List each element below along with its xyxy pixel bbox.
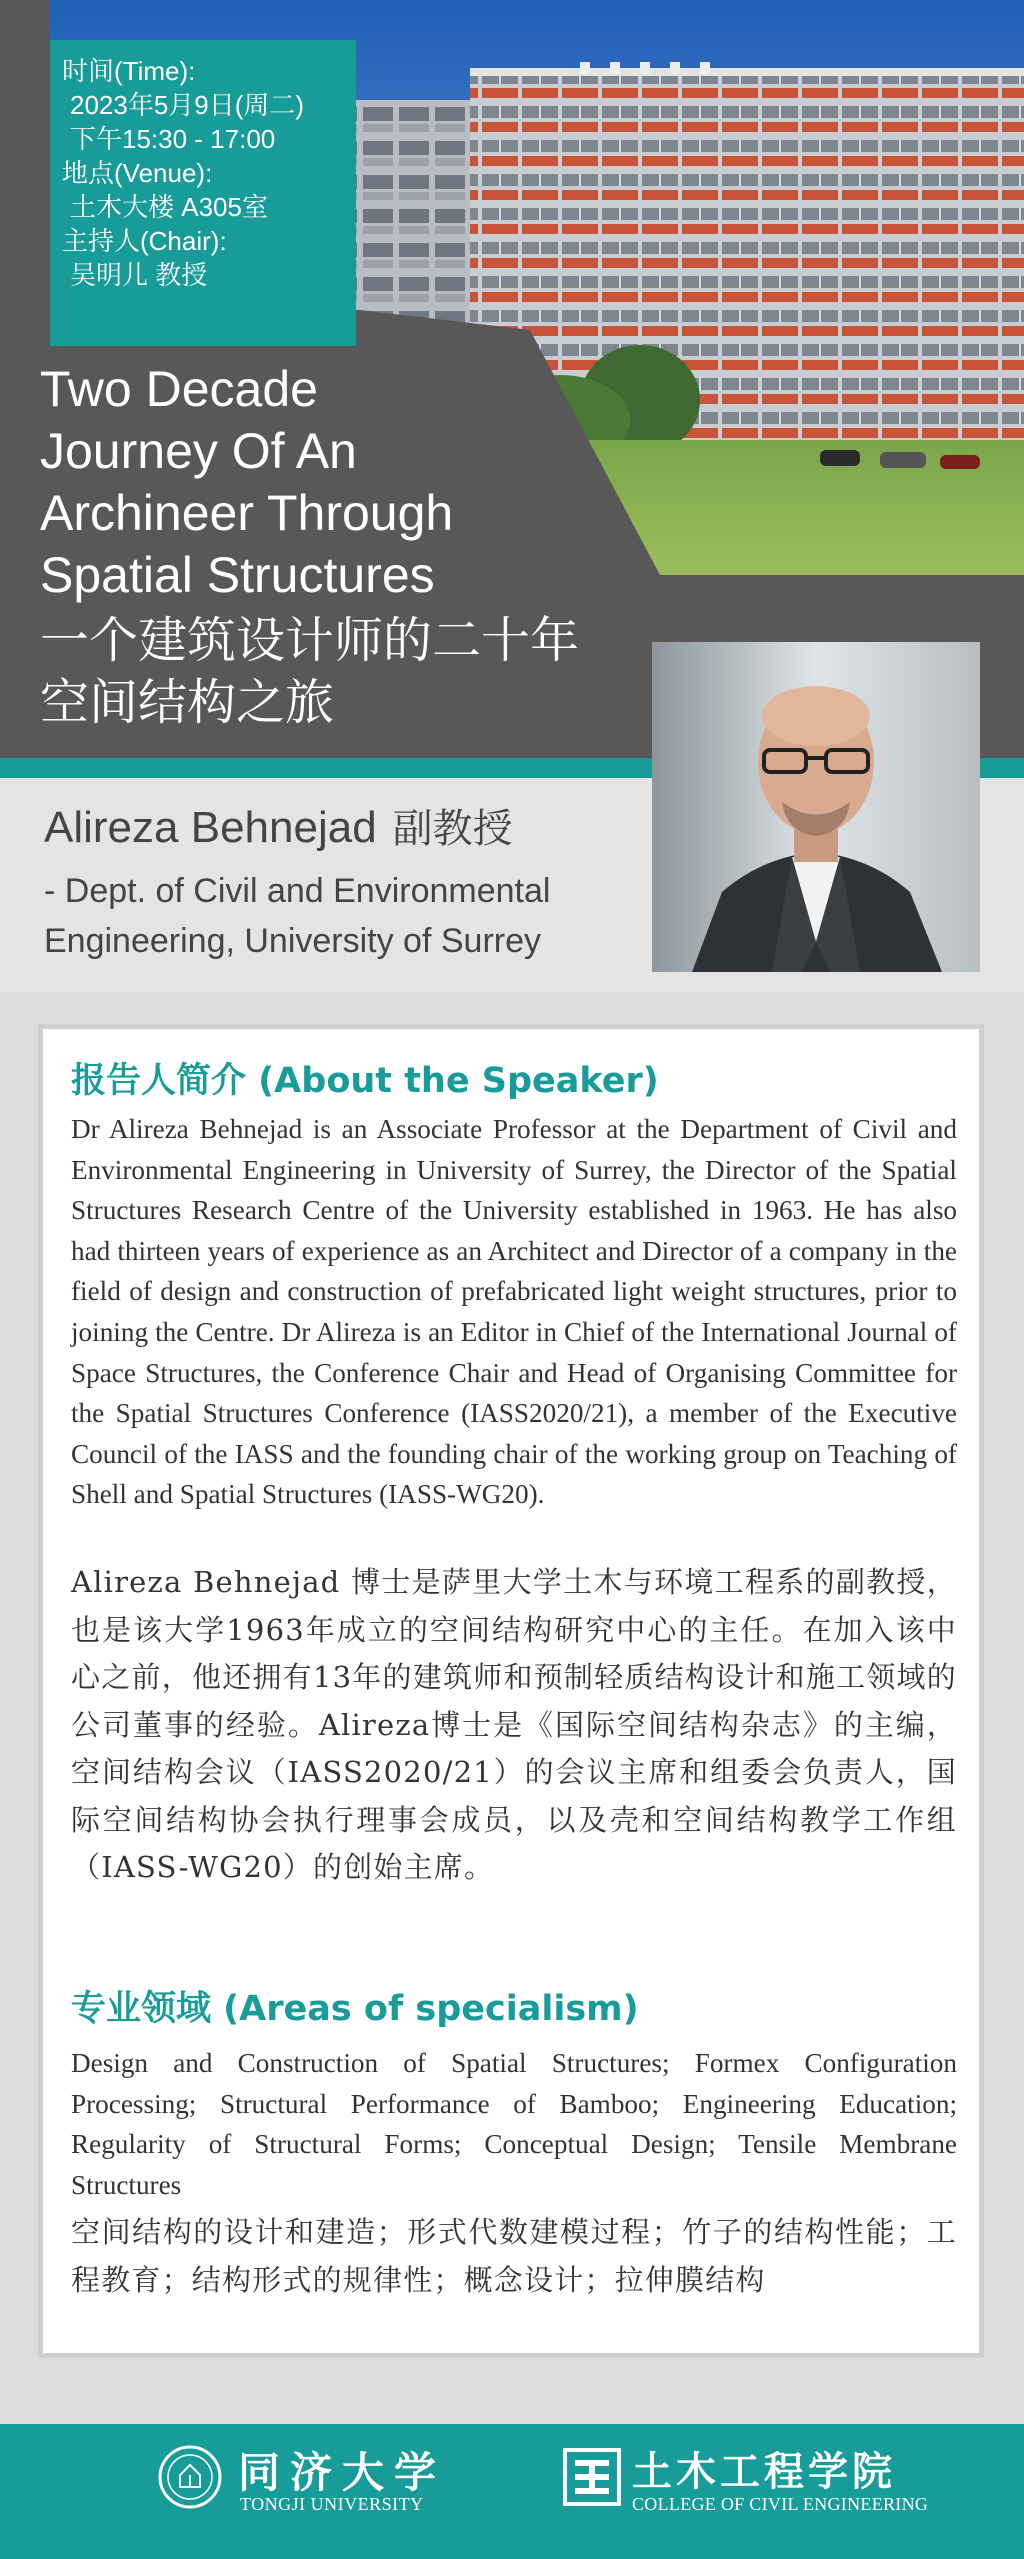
- title-en-line: Journey Of An: [40, 423, 357, 479]
- specialism-chinese: 空间结构的设计和建造；形式代数建模过程；竹子的结构性能；工程教育；结构形式的规律性；概念设计；拉伸膜结构: [71, 2215, 957, 2297]
- dept-line: Engineering, University of Surrey: [44, 922, 542, 960]
- dept-line: - Dept. of Civil and Environmental: [44, 872, 551, 910]
- talk-title-english: [40, 358, 660, 606]
- speaker-name-text: Alireza Behnejad: [44, 803, 377, 852]
- speaker-title: 副教授: [392, 806, 513, 852]
- about-english: Dr Alireza Behnejad is an Associate Professor at the Department of Civil and Environmental Engineering in University of Surrey, the Director of the Spatial Structures Research Centre of the University established in 1963. He has also had thirteen years of experience as an Architect and Director of a company in the field of design and construction of prefabricated light weight structures, prior to joining the Centre. Dr Alireza is an Editor in Chief of the International Journal of Space Structures, the Conference Chair and Head of Organising Committee for the Spatial Structures Conference (IASS2020/21), a member of the Executive Council of the IASS and the founding chair of the working group on Teaching of Shell and Spatial Structures (IASS-WG20).: [71, 1114, 957, 1510]
- speaker-portrait: [652, 642, 980, 972]
- title-en-line: Two Decade: [40, 361, 318, 417]
- chair-label: 主持人(Chair):: [62, 226, 227, 256]
- portrait-illustration: [652, 642, 980, 972]
- venue-value: 土木大楼 A305室: [70, 192, 268, 222]
- tongji-seal-icon: [158, 2445, 222, 2509]
- venue-label: 地点(Venue):: [62, 158, 213, 188]
- title-en-line: Archineer Through: [40, 485, 454, 541]
- talk-title-chinese: [40, 610, 660, 734]
- time-hours: 下午15:30 - 17:00: [70, 124, 276, 154]
- college-logo-icon: [563, 2448, 621, 2506]
- about-chinese: Alireza Behnejad 博士是萨里大学土木与环境工程系的副教授，也是该大学1963年成立的空间结构研究中心的主任。在加入该中心之前，他还拥有13年的建筑师和预制轻质结构设计和施工领域的公司董事的经验。Alireza博士是《国际空间结构杂志》的主编，空间结构会议（IASS2020/21）的会议主席和组委会负责人，国际空间结构协会执行理事会成员，以及壳和空间结构教学工作组（IASS-WG20）的创始主席。: [71, 1565, 957, 1884]
- speaker-department: [44, 866, 604, 966]
- about-heading: 报告人简介 (About the Speaker): [71, 1061, 659, 1101]
- tongji-name-chinese: 同济大学: [238, 2448, 447, 2497]
- specialism-heading: 专业领域 (Areas of specialism): [71, 1989, 639, 2029]
- title-en-line: Spatial Structures: [40, 547, 435, 603]
- time-label: 时间(Time):: [62, 56, 196, 86]
- college-name-chinese: 土木工程学院: [632, 2448, 896, 2495]
- title-cn-line: 空间结构之旅: [40, 674, 335, 731]
- college-name-english: COLLEGE OF CIVIL ENGINEERING: [632, 2494, 929, 2514]
- tongji-name-english: TONGJI UNIVERSITY: [240, 2494, 424, 2514]
- speaker-name: [44, 800, 513, 857]
- chair-value: 吴明儿 教授: [70, 260, 208, 290]
- event-info-box: [50, 40, 356, 346]
- time-date: 2023年5月9日(周二): [70, 90, 305, 120]
- title-cn-line: 一个建筑设计师的二十年: [40, 612, 580, 669]
- content-card: [38, 1024, 984, 2358]
- specialism-english: Design and Construction of Spatial Structures; Formex Configuration Processing; Structural Performance of Bamboo; Engineering Education; Regularity of Structural Forms; Conceptual Design; Tensile Membrane Structures: [71, 2048, 957, 2200]
